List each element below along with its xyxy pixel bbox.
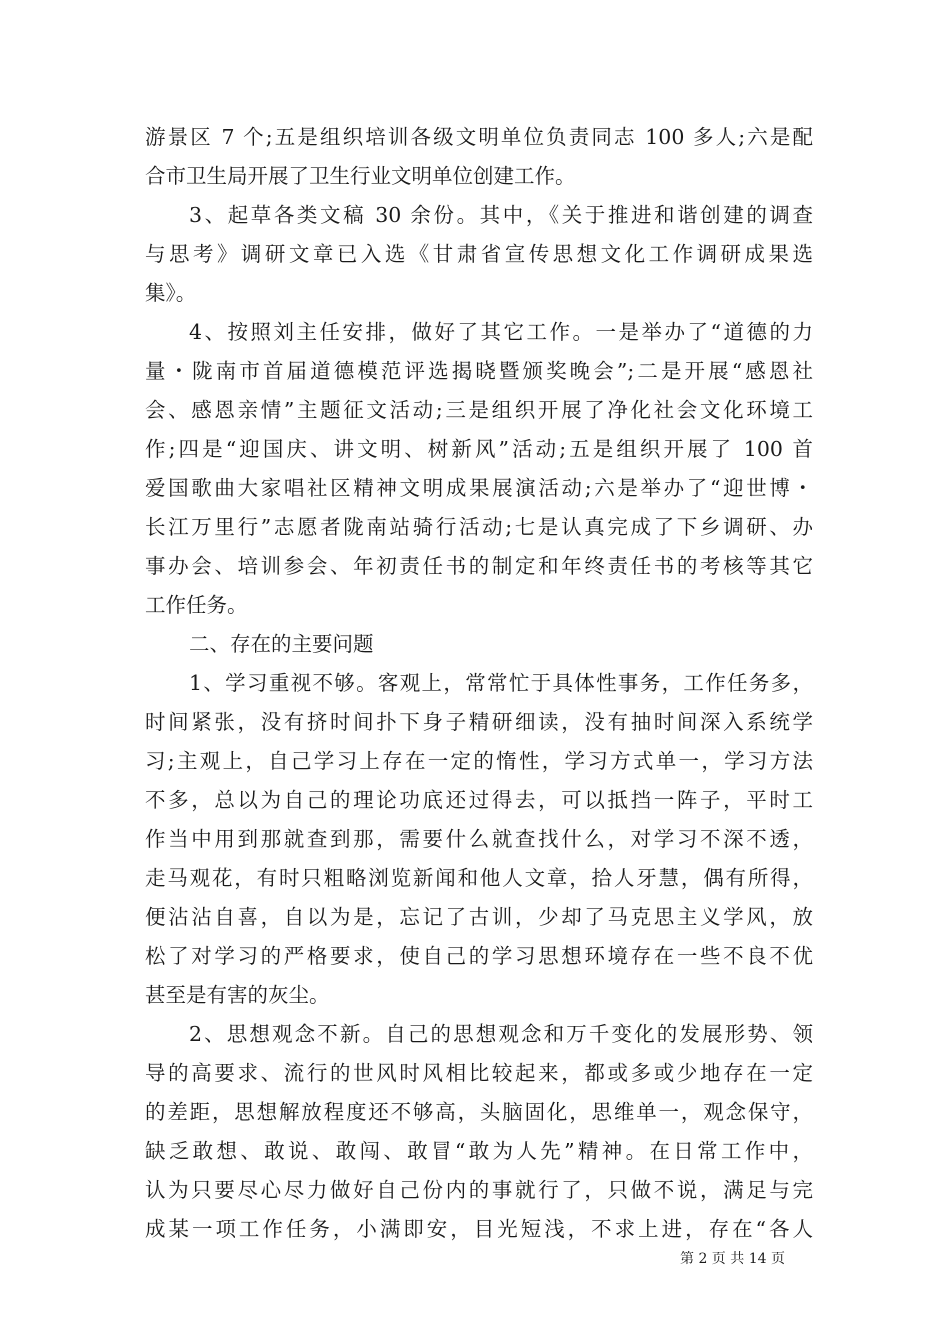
text-line: 爱国歌曲大家唱社区精神文明成果展演活动;六是举办了“迎世博・ [145, 476, 813, 500]
text-line: 走马观花，有时只粗略浏览新闻和他人文章，拾人牙慧，偶有所得， [145, 866, 813, 890]
text-line: 3、起草各类文稿 30 余份。其中，《关于推进和谐创建的调查 [189, 203, 813, 227]
text-line: 认为只要尽心尽力做好自己份内的事就行了，只做不说，满足与完 [145, 1178, 813, 1202]
text-line: 作当中用到那就查到那，需要什么就查找什么，对学习不深不透， [145, 827, 813, 851]
text-line: 工作任务。 [145, 593, 248, 617]
text-line: 时间紧张，没有挤时间扑下身子精研细读，没有抽时间深入系统学 [145, 710, 813, 734]
text-line: 合市卫生局开展了卫生行业文明单位创建工作。 [145, 164, 576, 188]
text-line: 成某一项工作任务，小满即安，目光短浅，不求上进，存在“各人 [145, 1217, 813, 1241]
text-line: 导的高要求、流行的世风时风相比较起来，都或多或少地存在一定 [145, 1061, 813, 1085]
text-line: 的差距，思想解放程度还不够高，头脑固化，思维单一，观念保守， [145, 1100, 813, 1124]
page-number-footer: 第 2 页 共 14 页 [680, 1251, 785, 1267]
text-line: 缺乏敢想、敢说、敢闯、敢冒“敢为人先”精神。在日常工作中， [145, 1139, 813, 1163]
text-line: 长江万里行”志愿者陇南站骑行活动;七是认真完成了下乡调研、办 [145, 515, 813, 539]
text-line: 作;四是“迎国庆、讲文明、树新风”活动;五是组织开展了 100 首 [145, 437, 813, 461]
text-line: 事办会、培训参会、年初责任书的制定和年终责任书的考核等其它 [145, 554, 813, 578]
text-line: 会、感恩亲情”主题征文活动;三是组织开展了净化社会文化环境工 [145, 398, 813, 422]
text-line: 习;主观上，自己学习上存在一定的惰性，学习方式单一，学习方法 [145, 749, 813, 773]
text-line: 集》。 [145, 281, 197, 305]
document-body [145, 118, 813, 1249]
text-line: 不多，总以为自己的理论功底还过得去，可以抵挡一阵子，平时工 [145, 788, 813, 812]
section-heading: 二、存在的主要问题 [189, 632, 374, 656]
text-line: 量・陇南市首届道德模范评选揭晓暨颁奖晚会”;二是开展“感恩社 [145, 359, 813, 383]
text-line: 甚至是有害的灰尘。 [145, 983, 330, 1007]
text-line: 松了对学习的严格要求，使自己的学习思想环境存在一些不良不优 [145, 944, 813, 968]
text-line: 与思考》调研文章已入选《甘肃省宣传思想文化工作调研成果选 [145, 242, 813, 266]
text-line: 2、思想观念不新。自己的思想观念和万千变化的发展形势、领 [189, 1022, 813, 1046]
text-line: 4、按照刘主任安排，做好了其它工作。一是举办了“道德的力 [189, 320, 813, 344]
text-line: 便沾沾自喜，自以为是，忘记了古训，少却了马克思主义学风，放 [145, 905, 813, 929]
text-line: 游景区 7 个;五是组织培训各级文明单位负责同志 100 多人;六是配 [145, 125, 813, 149]
text-line: 1、学习重视不够。客观上，常常忙于具体性事务，工作任务多， [189, 671, 813, 695]
